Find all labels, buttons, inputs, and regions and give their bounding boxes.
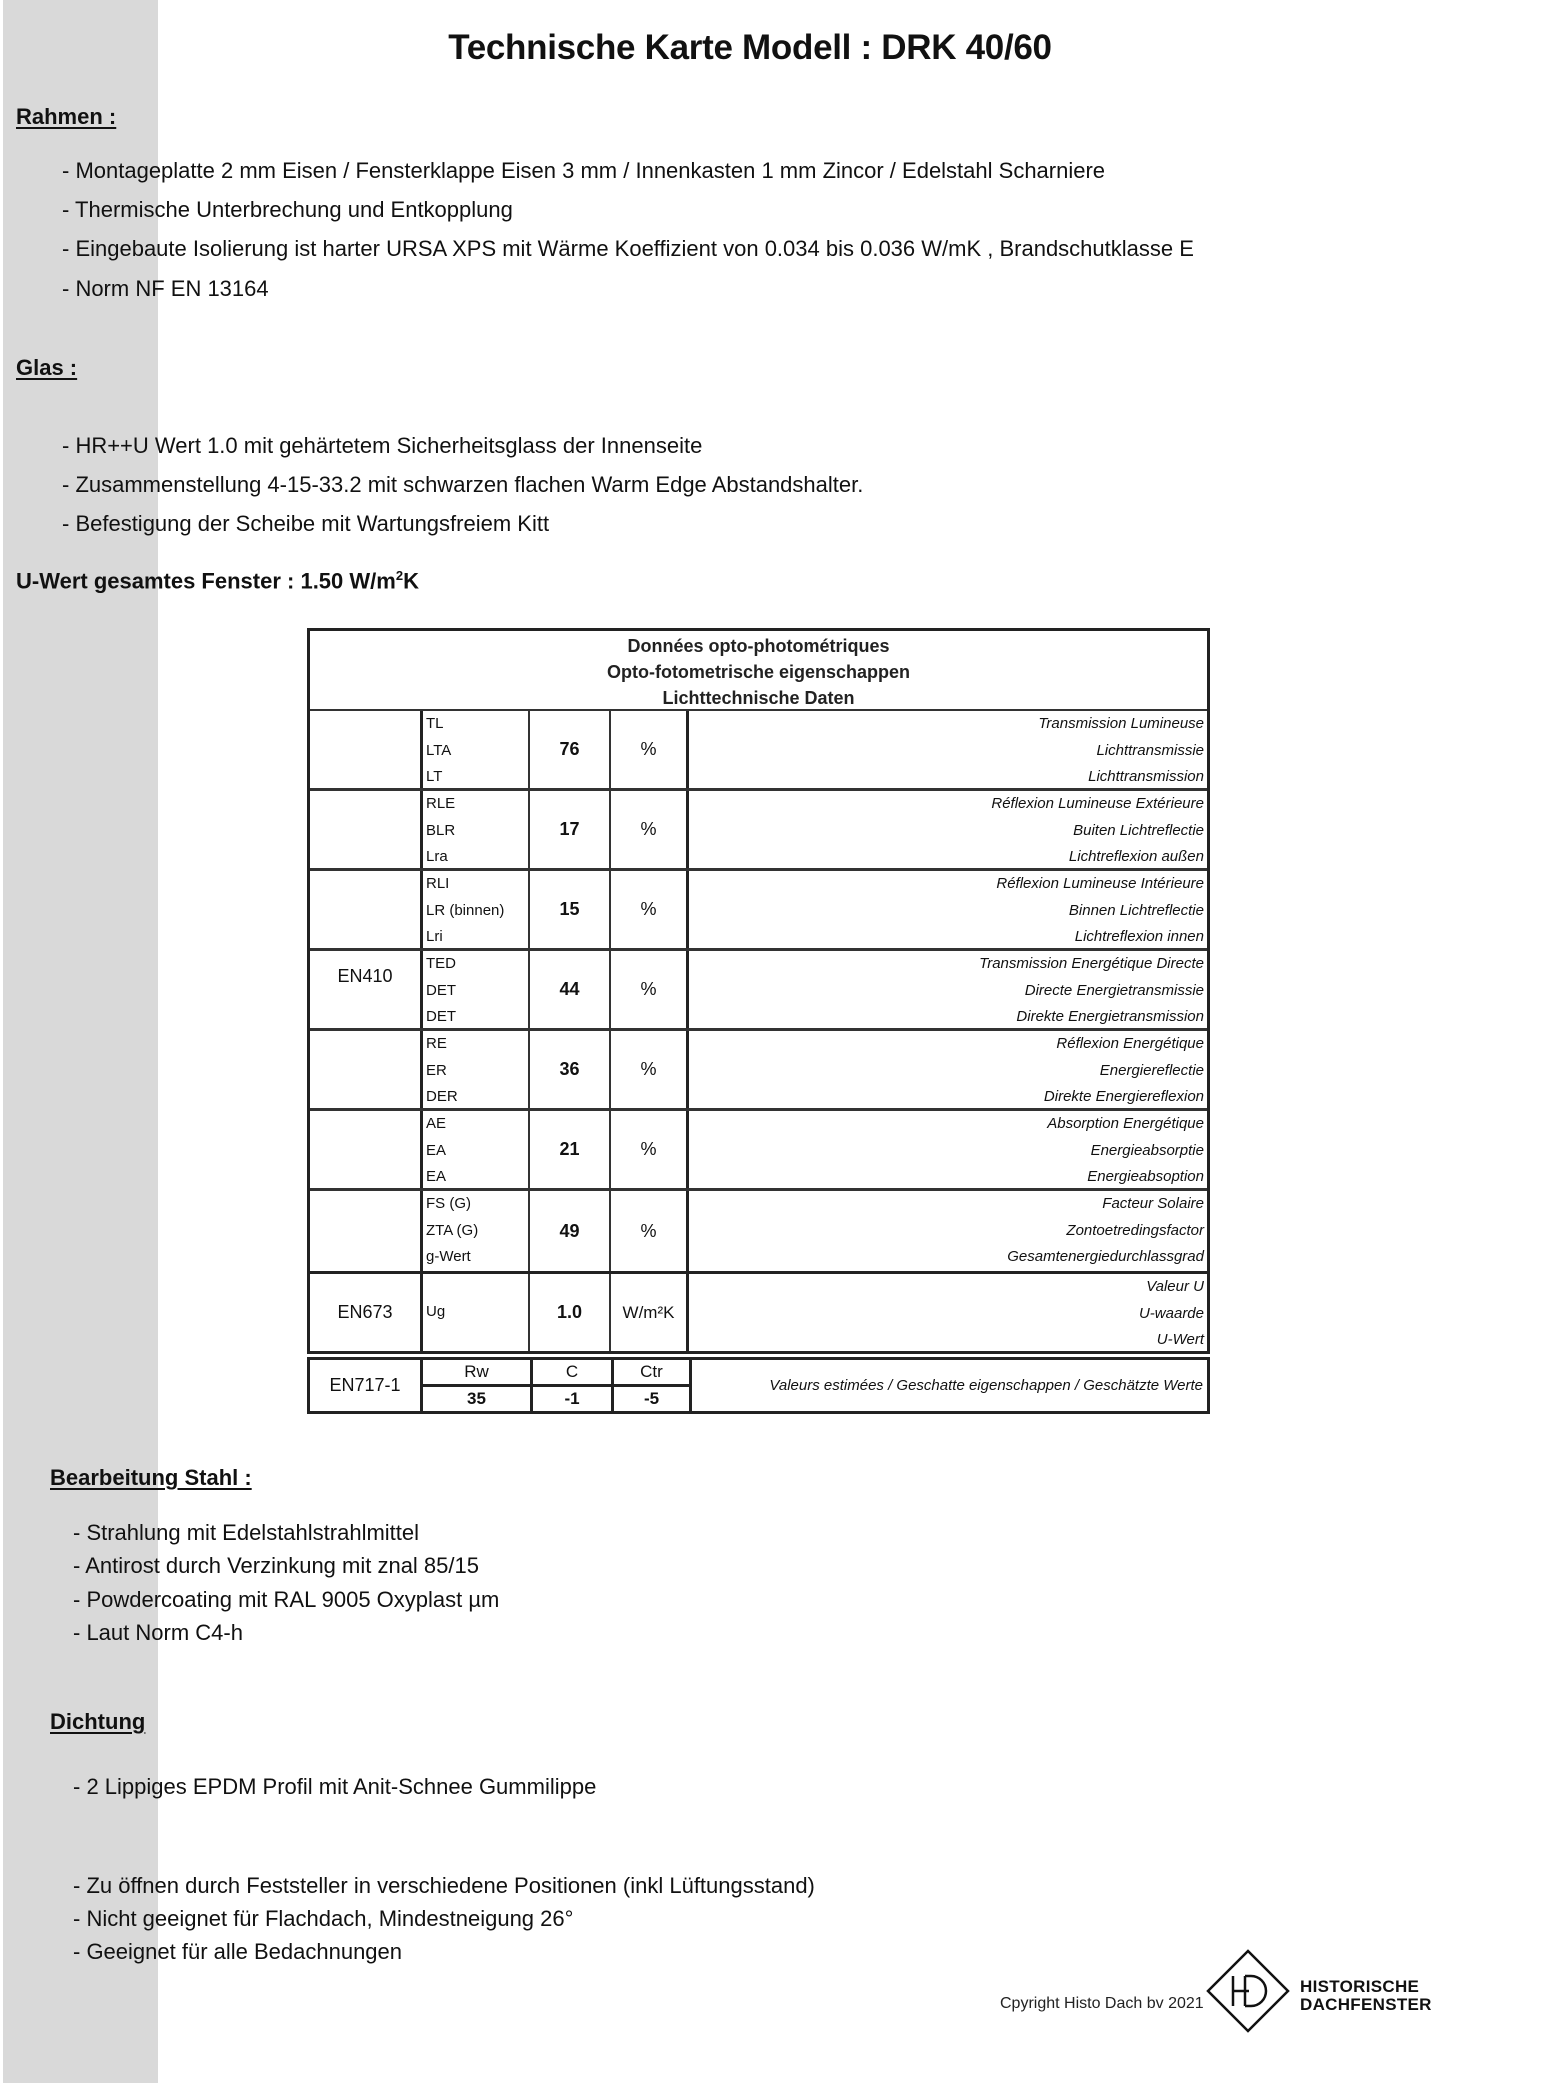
en410-label: EN410 xyxy=(337,966,393,986)
desc-text: Direkte Energiereflexion xyxy=(1043,1088,1204,1106)
desc-text: Transmission Energétique Directe xyxy=(979,955,1204,972)
abbr-text: LR (binnen) xyxy=(426,901,505,919)
desc-text: Zontoetredingsfactor xyxy=(1066,1221,1204,1239)
u-wert-suffix: K xyxy=(403,568,419,594)
unit-cell: % xyxy=(611,1191,689,1271)
misc-item: - Nicht geeignet für Flachdach, Mindestneigung 26° xyxy=(73,1906,574,1931)
abbr-text: DER xyxy=(426,1088,458,1106)
abbr-text: BLR xyxy=(426,821,456,839)
brand-name xyxy=(1300,1978,1432,2014)
brand-line-1: HISTORISCHE xyxy=(1300,1977,1420,1996)
desc-text: Réflexion Lumineuse Intérieure xyxy=(996,875,1204,892)
std-cell xyxy=(310,1031,420,1108)
desc-text: Réflexion Energétique xyxy=(1056,1035,1204,1052)
en410-group-row xyxy=(310,871,1207,951)
unit-cell: % xyxy=(611,791,689,868)
abbr-text: Lri xyxy=(426,928,443,946)
unit-cell: % xyxy=(611,711,689,788)
desc-cell xyxy=(689,951,1207,1028)
rahmen-item: - Montageplatte 2 mm Eisen / Fensterklappe Eisen 3 mm / Innenkasten 1 mm Zincor / Edelstahl Scharniere xyxy=(62,158,1106,183)
value-cell: 15 xyxy=(530,871,611,948)
rw-cell xyxy=(420,1360,530,1411)
desc-text: Energiereflectie xyxy=(1099,1061,1204,1079)
heading-stahl: Bearbeitung Stahl : xyxy=(50,1465,252,1490)
desc-cell xyxy=(689,1191,1207,1271)
desc-text: Réflexion Lumineuse Extérieure xyxy=(991,795,1204,812)
desc-text: Binnen Lichtreflectie xyxy=(1068,901,1204,919)
u-wert-sup: 2 xyxy=(395,568,404,583)
desc-text: Lichtreflexion innen xyxy=(1074,928,1204,946)
en673-desc-de: U-Wert xyxy=(1156,1331,1204,1349)
en673-label: EN673 xyxy=(337,1302,393,1322)
heading-rahmen: Rahmen : xyxy=(16,104,117,129)
desc-text: Transmission Lumineuse xyxy=(1038,715,1204,732)
desc-text: Gesamtenergiedurchlassgrad xyxy=(1007,1248,1204,1266)
en673-value: 1.0 xyxy=(530,1274,611,1351)
desc-text: Lichtreflexion außen xyxy=(1068,848,1204,866)
en673-row xyxy=(310,1271,1207,1351)
stahl-item: - Strahlung mit Edelstahlstrahlmittel xyxy=(73,1520,420,1545)
std-cell xyxy=(310,791,420,868)
u-wert-total xyxy=(16,568,419,594)
value-cell: 44 xyxy=(530,951,611,1028)
heading-glas: Glas : xyxy=(16,355,78,380)
en410-group-row xyxy=(310,711,1207,791)
value-cell: 21 xyxy=(530,1111,611,1188)
ctr-header: Ctr xyxy=(614,1360,689,1387)
desc-cell xyxy=(689,711,1207,788)
abbr-text: ER xyxy=(426,1061,447,1079)
abbr-text: DET xyxy=(426,1008,456,1026)
ctr-cell xyxy=(611,1360,689,1411)
misc-item: - Zu öffnen durch Feststeller in verschiedene Positionen (inkl Lüftungsstand) xyxy=(73,1873,815,1898)
en410-group-row xyxy=(310,1191,1207,1271)
c-cell xyxy=(530,1360,611,1411)
table-header-de: Lichttechnische Daten xyxy=(662,688,855,708)
std-cell xyxy=(310,951,420,1028)
en673-desc xyxy=(689,1274,1207,1351)
abbr-cell xyxy=(420,1111,530,1188)
rw-header: Rw xyxy=(423,1360,530,1387)
en410-group-row xyxy=(310,1111,1207,1191)
abbr-text: RLE xyxy=(426,795,456,812)
stahl-item: - Laut Norm C4-h xyxy=(73,1620,243,1645)
abbr-cell xyxy=(420,951,530,1028)
abbr-cell xyxy=(420,1031,530,1108)
glas-item: - Befestigung der Scheibe mit Wartungsfreiem Kitt xyxy=(62,511,550,536)
desc-text: Directe Energietransmissie xyxy=(1024,981,1204,999)
heading-dichtung: Dichtung xyxy=(50,1709,146,1734)
desc-text: Absorption Energétique xyxy=(1047,1115,1204,1132)
unit-cell: % xyxy=(611,1111,689,1188)
abbr-text: LT xyxy=(426,768,443,786)
rahmen-item: - Eingebaute Isolierung ist harter URSA XPS mit Wärme Koeffizient von 0.034 bis 0.036 W/mK , Brandschutklasse E xyxy=(62,236,1194,261)
en673-unit: W/m²K xyxy=(611,1274,689,1351)
glas-item: - HR++U Wert 1.0 mit gehärtetem Sicherheitsglass der Innenseite xyxy=(62,433,703,458)
acoustic-table xyxy=(307,1357,1210,1414)
c-header: C xyxy=(533,1360,611,1387)
value-cell: 17 xyxy=(530,791,611,868)
unit-cell: % xyxy=(611,951,689,1028)
en717-label: EN717-1 xyxy=(329,1375,401,1395)
abbr-text: EA xyxy=(426,1141,447,1159)
desc-text: Lichttransmissie xyxy=(1096,741,1204,759)
en410-group-row xyxy=(310,951,1207,1031)
std-cell xyxy=(310,871,420,948)
desc-text: Direkte Energietransmission xyxy=(1016,1008,1204,1026)
stahl-item: - Antirost durch Verzinkung mit znal 85/15 xyxy=(73,1553,479,1578)
abbr-text: TED xyxy=(426,955,456,972)
left-margin-strip xyxy=(3,0,158,2083)
unit-cell: % xyxy=(611,871,689,948)
abbr-text: AE xyxy=(426,1115,447,1132)
abbr-cell xyxy=(420,791,530,868)
desc-cell xyxy=(689,791,1207,868)
value-cell: 36 xyxy=(530,1031,611,1108)
abbr-text: LTA xyxy=(426,741,452,759)
table-body xyxy=(310,711,1207,1271)
desc-cell xyxy=(689,1031,1207,1108)
abbr-cell xyxy=(420,1191,530,1271)
rahmen-item: - Thermische Unterbrechung und Entkopplung xyxy=(62,197,513,222)
std-cell xyxy=(310,711,420,788)
rahmen-item: - Norm NF EN 13164 xyxy=(62,276,269,301)
abbr-text: RLI xyxy=(426,875,450,892)
std-cell xyxy=(310,1111,420,1188)
dichtung-item: - 2 Lippiges EPDM Profil mit Anit-Schnee Gummilippe xyxy=(73,1774,597,1799)
desc-text: Buiten Lichtreflectie xyxy=(1073,821,1204,839)
abbr-text: EA xyxy=(426,1168,447,1186)
abbr-text: ZTA (G) xyxy=(426,1221,479,1239)
rw-value: 35 xyxy=(467,1389,486,1408)
abbr-text: DET xyxy=(426,981,456,999)
desc-cell xyxy=(689,871,1207,948)
en673-desc-fr: Valeur U xyxy=(1146,1278,1204,1295)
abbr-text: RE xyxy=(426,1035,447,1052)
table-header-nl: Opto-fotometrische eigenschappen xyxy=(606,662,911,682)
u-wert-label: U-Wert gesamtes Fenster : 1.50 W/m xyxy=(16,568,396,594)
brand-line-2: DACHFENSTER xyxy=(1300,1995,1432,2014)
en673-abbr: Ug xyxy=(420,1274,530,1351)
glas-item: - Zusammenstellung 4-15-33.2 mit schwarzen flachen Warm Edge Abstandshalter. xyxy=(62,472,864,497)
misc-item: - Geeignet für alle Bedachnungen xyxy=(73,1939,403,1964)
std-cell xyxy=(310,1191,420,1271)
en673-desc-nl: U-waarde xyxy=(1138,1304,1204,1322)
ctr-value: -5 xyxy=(643,1389,660,1408)
page-title: Technische Karte Modell : DRK 40/60 xyxy=(448,28,1052,67)
desc-text: Facteur Solaire xyxy=(1102,1195,1204,1212)
abbr-text: TL xyxy=(426,715,444,732)
table-header xyxy=(310,631,1207,711)
abbr-cell xyxy=(420,871,530,948)
desc-cell xyxy=(689,1111,1207,1188)
copyright: Cpyright Histo Dach bv 2021 xyxy=(1000,1995,1204,2012)
en410-group-row xyxy=(310,791,1207,871)
table-header-fr: Données opto-photométriques xyxy=(627,636,890,656)
c-value: -1 xyxy=(564,1389,580,1408)
desc-text: Energieabsoption xyxy=(1087,1168,1204,1186)
unit-cell: % xyxy=(611,1031,689,1108)
abbr-cell xyxy=(420,711,530,788)
en717-desc: Valeurs estimées / Geschatte eigenschappen / Geschätzte Werte xyxy=(689,1360,1207,1411)
abbr-text: Lra xyxy=(426,848,448,866)
en410-group-row xyxy=(310,1031,1207,1111)
hd-logo-icon xyxy=(1205,1948,1291,2034)
value-cell: 76 xyxy=(530,711,611,788)
stahl-item: - Powdercoating mit RAL 9005 Oxyplast µm xyxy=(73,1587,500,1612)
photometric-table xyxy=(307,628,1210,1354)
abbr-text: g-Wert xyxy=(426,1248,471,1266)
abbr-text: FS (G) xyxy=(426,1195,471,1212)
desc-text: Lichttransmission xyxy=(1088,768,1204,786)
value-cell: 49 xyxy=(530,1191,611,1271)
desc-text: Energieabsorptie xyxy=(1090,1141,1204,1159)
